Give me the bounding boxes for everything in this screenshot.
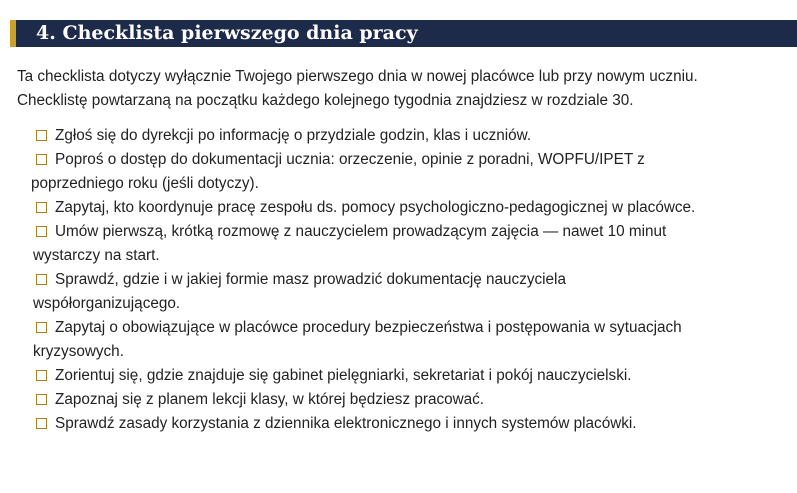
checklist-item-text: Zapytaj, kto koordynuje pracę zespołu ds. pomocy psychologiczno-pedagogicznej w placówce. — [55, 199, 696, 216]
checklist-item-text-continued: kryzysowych. — [33, 343, 124, 360]
checkbox-icon[interactable] — [36, 202, 47, 213]
checklist — [0, 124, 797, 436]
checklist-item-text: Poproś o dostęp do dokumentacji ucznia: orzeczenie, opinie z poradni, WOPFU/IPET z — [55, 151, 645, 168]
checklist-item-text-continued: poprzedniego roku (jeśli dotyczy). — [31, 175, 259, 192]
checklist-item-text: Umów pierwszą, krótką rozmowę z nauczycielem prowadzącym zajęcia — nawet 10 minut — [55, 223, 667, 240]
checkbox-icon[interactable] — [36, 226, 47, 237]
intro-paragraph — [17, 65, 797, 113]
intro-line-2: Checklistę powtarzaną na początku każdego kolejnego tygodnia znajdziesz w rozdziale 30. — [17, 92, 634, 109]
intro-line-1: Ta checklista dotyczy wyłącznie Twojego pierwszego dnia w nowej placówce lub przy nowym uczniu. — [17, 68, 698, 85]
checklist-item-text: Zapoznaj się z planem lekcji klasy, w której będziesz pracować. — [55, 391, 485, 408]
checklist-item — [0, 316, 795, 364]
checklist-item — [0, 412, 795, 436]
checklist-item-text-continued: wystarczy na start. — [33, 247, 160, 264]
section-title: 4. Checklista pierwszego dnia pracy — [36, 22, 418, 44]
checklist-item — [0, 196, 795, 220]
checklist-item — [0, 148, 795, 196]
checklist-item — [0, 124, 795, 148]
checklist-item — [0, 268, 795, 316]
checkbox-icon[interactable] — [36, 418, 47, 429]
checklist-item — [0, 364, 795, 388]
checkbox-icon[interactable] — [36, 322, 47, 333]
checklist-item-text: Sprawdź zasady korzystania z dziennika elektronicznego i innych systemów placówki. — [55, 415, 637, 432]
checklist-item-text: Zgłoś się do dyrekcji po informację o przydziale godzin, klas i uczniów. — [55, 127, 532, 144]
checkbox-icon[interactable] — [36, 130, 47, 141]
checkbox-icon[interactable] — [36, 394, 47, 405]
checklist-item-text: Sprawdź, gdzie i w jakiej formie masz prowadzić dokumentację nauczyciela — [55, 271, 566, 288]
checkbox-icon[interactable] — [36, 274, 47, 285]
checklist-item-text: Zorientuj się, gdzie znajduje się gabinet pielęgniarki, sekretariat i pokój nauczycielski. — [55, 367, 632, 384]
checklist-item — [0, 220, 795, 268]
section-header — [10, 20, 797, 47]
checkbox-icon[interactable] — [36, 370, 47, 381]
checklist-item-text-continued: współorganizującego. — [33, 295, 181, 312]
checklist-item-text: Zapytaj o obowiązujące w placówce procedury bezpieczeństwa i postępowania w sytuacjach — [55, 319, 682, 336]
checkbox-icon[interactable] — [36, 154, 47, 165]
checklist-item — [0, 388, 795, 412]
